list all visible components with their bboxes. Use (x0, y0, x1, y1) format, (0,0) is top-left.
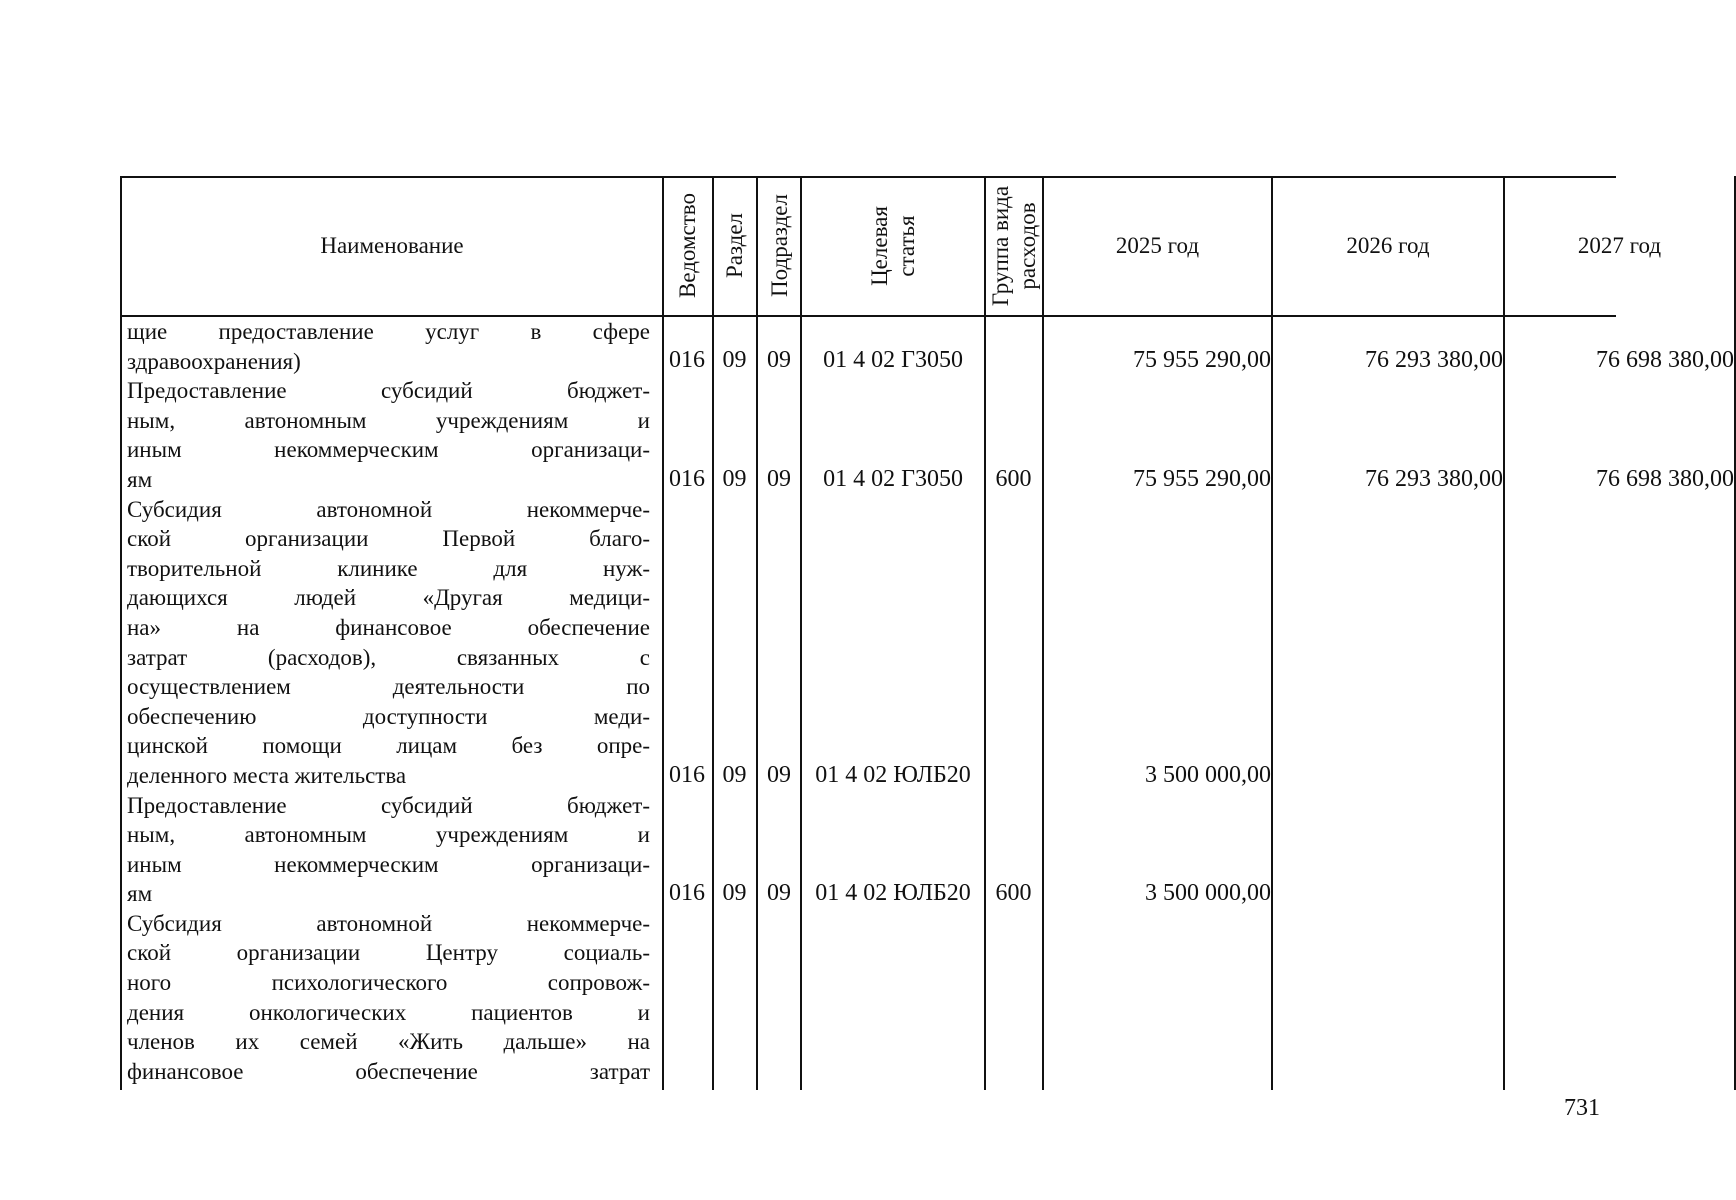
cell-2025: 3 500 000,00 (1145, 762, 1271, 788)
cell-2025: 75 955 290,00 (1133, 466, 1271, 492)
cell-2025: 75 955 290,00 (1133, 347, 1271, 373)
cell-vedomstvo: 016 (669, 347, 705, 373)
name-line: цинской помощи лицам без опре- (127, 733, 650, 759)
cell-2026: 76 293 380,00 (1365, 347, 1503, 373)
name-line: ям (127, 466, 153, 492)
name-line: на» на финансовое обеспечение (127, 614, 650, 640)
name-column-text (127, 317, 650, 1086)
header-gruppa-line2: расходов (1015, 201, 1041, 290)
col-border-left-body (120, 315, 122, 1090)
cell-celevaya: 01 4 02 ЮЛБ20 (815, 880, 971, 906)
name-line: дения онкологических пациентов и (127, 999, 650, 1025)
name-line: членов их семей «Жить дальше» на (127, 1029, 650, 1055)
header-vedomstvo-label: Ведомство (675, 192, 701, 299)
name-line: Субсидия автономной некоммерче- (127, 910, 650, 936)
header-razdel (714, 176, 756, 315)
name-line: деленного места жительства (127, 762, 407, 788)
cell-2027: 76 698 380,00 (1596, 466, 1734, 492)
cell-razdel: 09 (722, 762, 747, 788)
name-line: здравоохранения) (127, 348, 301, 374)
page-number: 731 (1564, 1095, 1600, 1121)
cell-gruppa: 600 (995, 466, 1032, 492)
name-line: ской организации Центру социаль- (127, 940, 650, 966)
header-2027 (1505, 176, 1734, 315)
cell-podrazdel: 09 (767, 762, 791, 788)
cell-celevaya: 01 4 02 Г3050 (823, 347, 963, 373)
cell-vedomstvo: 016 (669, 880, 705, 906)
name-line: ской организации Первой благо- (127, 526, 650, 552)
header-razdel-label: Раздел (722, 212, 748, 279)
header-celevaya-line1: Целевая (866, 205, 892, 286)
name-line: ным, автономным учреждениям и (127, 822, 650, 848)
header-gruppa-line1: Группа вида (988, 185, 1014, 306)
header-podrazdel (758, 176, 800, 315)
header-gruppa (986, 176, 1042, 315)
name-line: иным некоммерческим организаци- (127, 851, 650, 877)
cell-podrazdel: 09 (767, 347, 791, 373)
name-line: обеспечению доступности меди- (127, 703, 650, 729)
name-line: Субсидия автономной некоммерче- (127, 496, 650, 522)
header-celevaya-line2: статья (893, 214, 919, 277)
cell-razdel: 09 (722, 466, 747, 492)
header-podrazdel-label: Подраздел (766, 194, 792, 297)
name-line: дающихся людей «Другая медици- (127, 585, 650, 611)
name-line: затрат (расходов), связанных с (127, 644, 650, 670)
header-name-label: Наименование (320, 233, 464, 258)
header-2026-label: 2026 год (1346, 233, 1430, 258)
header-2025 (1044, 176, 1271, 315)
cell-podrazdel: 09 (767, 880, 791, 906)
cell-gruppa: 600 (995, 880, 1032, 906)
cell-celevaya: 01 4 02 ЮЛБ20 (815, 762, 971, 788)
budget-table (120, 176, 1734, 1090)
cell-2026: 76 293 380,00 (1365, 466, 1503, 492)
cell-celevaya: 01 4 02 Г3050 (823, 466, 963, 492)
header-vedomstvo (664, 176, 712, 315)
header-celevaya (802, 176, 984, 315)
name-line: творительной клинике для нуж- (127, 555, 650, 581)
header-2025-label: 2025 год (1115, 233, 1200, 258)
header-2027-label: 2027 год (1577, 233, 1662, 258)
cell-podrazdel: 09 (767, 466, 791, 492)
name-line: ного психологического сопровож- (127, 970, 650, 996)
header-2026 (1273, 176, 1503, 315)
cell-razdel: 09 (722, 347, 747, 373)
name-line: ям (127, 881, 153, 907)
cell-vedomstvo: 016 (669, 466, 705, 492)
header-name (122, 176, 662, 315)
name-line: финансовое обеспечение затрат (127, 1058, 650, 1084)
header-gruppa-label (987, 185, 1041, 305)
name-line: щие предоставление услуг в сфере (127, 319, 650, 344)
name-line: Предоставление субсидий бюджет- (127, 792, 650, 818)
cell-2025: 3 500 000,00 (1145, 880, 1271, 906)
cell-vedomstvo: 016 (669, 762, 705, 788)
header-celevaya-label (866, 206, 920, 286)
cell-2027: 76 698 380,00 (1596, 347, 1734, 373)
name-line: Предоставление субсидий бюджет- (127, 378, 650, 404)
cell-razdel: 09 (722, 880, 747, 906)
name-line: ным, автономным учреждениям и (127, 407, 650, 433)
name-line: осуществлением деятельности по (127, 674, 650, 700)
name-line: иным некоммерческим организаци- (127, 437, 650, 463)
